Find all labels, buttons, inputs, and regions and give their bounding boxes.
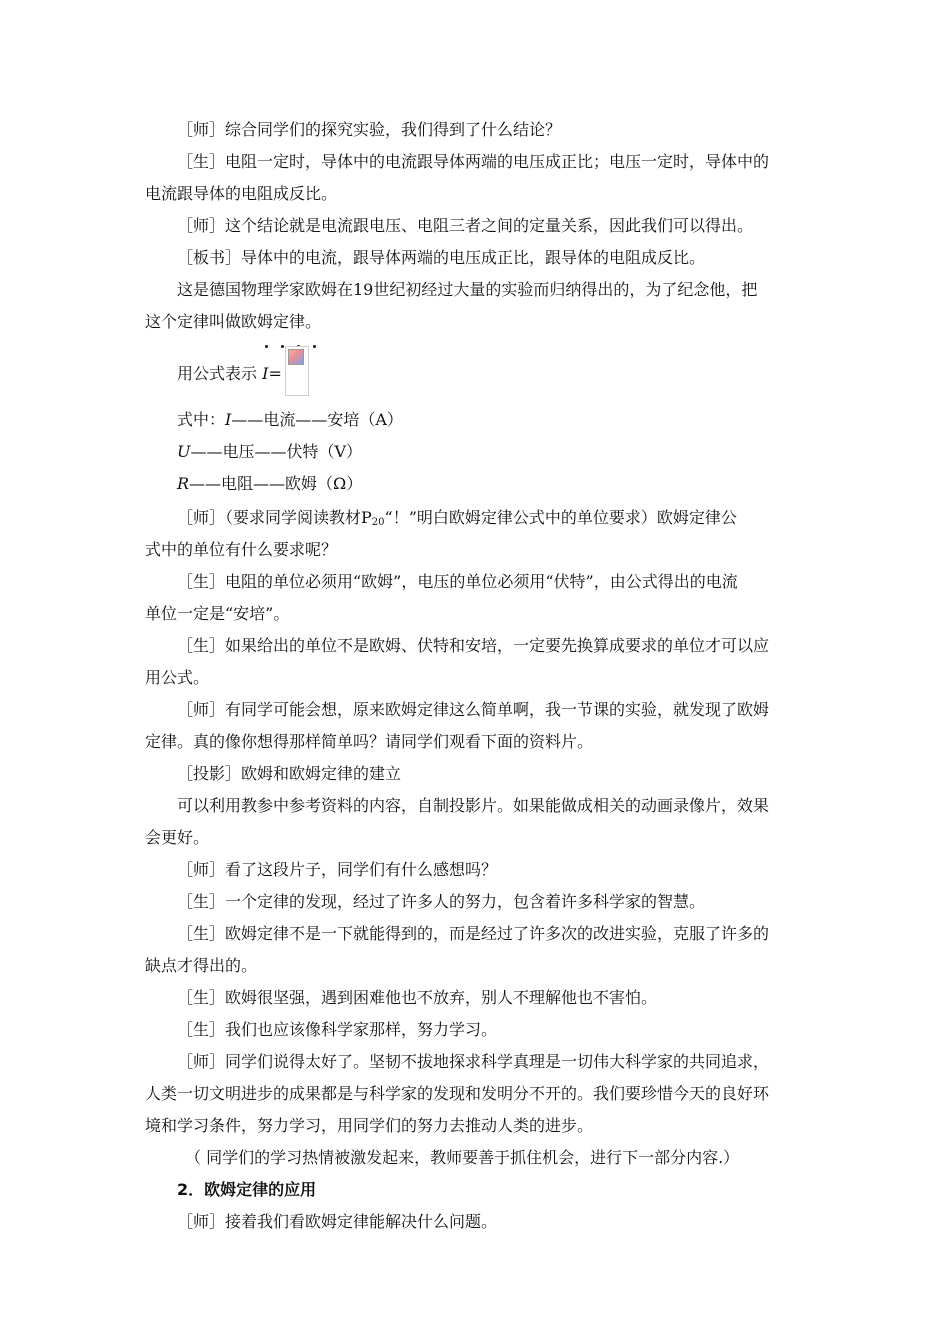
paragraph-teacher-relation: ［师］这个结论就是电流跟电压、电阻三者之间的定量关系，因此我们可以得出。 <box>177 216 754 235</box>
definition-voltage-var: U <box>177 442 191 461</box>
formula-image-icon <box>285 346 309 396</box>
units-text-a: ［师］（要求同学阅读教材P <box>177 508 372 527</box>
formula-equals: = <box>268 364 282 383</box>
units-text-b: “！”明白欧姆定律公式中的单位要求）欧姆定律公 <box>384 508 737 527</box>
definition-voltage <box>177 436 837 468</box>
paragraph-ohm-history-line2: 这个定律叫做欧姆定律。 <box>145 312 322 331</box>
paragraph-teacher-praise-line1: ［师］同学们说得太好了。坚韧不拔地探求科学真理是一切伟大科学家的共同追求， <box>177 1052 770 1071</box>
paragraph-teacher-simple-line2: 定律。真的像你想得那样简单吗？请同学们观看下面的资料片。 <box>145 732 594 751</box>
paragraph-teacher-praise-line3: 境和学习条件，努力学习，用同学们的努力去推动人类的进步。 <box>145 1116 594 1135</box>
paragraph-student-discovery: ［生］一个定律的发现，经过了许多人的努力，包含着许多科学家的智慧。 <box>177 892 706 911</box>
definition-resistance <box>177 468 837 500</box>
definition-current <box>177 404 837 436</box>
paragraph-teacher-thoughts: ［师］看了这段片子，同学们有什么感想吗？ <box>177 860 498 879</box>
paragraph-teacher-simple-line1: ［师］有同学可能会想，原来欧姆定律这么简单啊，我一节课的实验，就发现了欧姆 <box>177 700 770 719</box>
paragraph-student-learn: ［生］我们也应该像科学家那样，努力学习。 <box>177 1020 498 1039</box>
definition-resistance-text: ——电阻——欧姆（Ω） <box>189 474 363 493</box>
paragraph-teacher-units-line2: 式中的单位有什么要求呢？ <box>145 540 338 559</box>
definition-resistance-var: R <box>177 474 190 493</box>
paragraph-student-experiments-line1: ［生］欧姆定律不是一下就能得到的，而是经过了许多次的改进实验，克服了许多的 <box>177 924 770 943</box>
paragraph-note: （ 同学们的学习热情被激发起来，教师要善于抓住机会，进行下一部分内容.） <box>185 1148 740 1167</box>
formula-variable: I <box>262 364 269 383</box>
formula-line <box>177 358 837 390</box>
paragraph-slides-line2: 会更好。 <box>145 828 210 847</box>
paragraph-student-units-line2: 单位一定是“安培”。 <box>145 604 290 623</box>
paragraph-teacher-next: ［师］接着我们看欧姆定律能解决什么问题。 <box>177 1212 498 1231</box>
paragraph-slides-line1: 可以利用教参中参考资料的内容，自制投影片。如果能做成相关的动画录像片，效果 <box>177 796 770 815</box>
paragraph-board-writing: ［板书］导体中的电流，跟导体两端的电压成正比，跟导体的电阻成反比。 <box>177 248 706 267</box>
paragraph-student-experiments-line2: 缺点才得出的。 <box>145 956 258 975</box>
paragraph-student-ohm-strong: ［生］欧姆很坚强，遇到困难他也不放弃，别人不理解他也不害怕。 <box>177 988 658 1007</box>
definition-current-var: I <box>225 410 232 429</box>
definition-current-text: ——电流——安培（A） <box>231 410 403 429</box>
paragraph-teacher-praise-line2: 人类一切文明进步的成果都是与科学家的发现和发明分不开的。我们要珍惜今天的良好环 <box>145 1084 770 1103</box>
paragraph-student-conclusion-line1: ［生］电阻一定时，导体中的电流跟导体两端的电压成正比；电压一定时，导体中的 <box>177 152 770 171</box>
paragraph-student-conclusion-line2: 电流跟导体的电阻成反比。 <box>145 184 338 203</box>
definition-voltage-text: ——电压——伏特（V） <box>190 442 363 461</box>
units-page-subscript: 20 <box>371 517 385 528</box>
paragraph-student-convert-line1: ［生］如果给出的单位不是欧姆、伏特和安培，一定要先换算成要求的单位才可以应 <box>177 636 770 655</box>
formula-label: 用公式表示 <box>177 364 258 383</box>
broken-image-icon <box>288 349 304 365</box>
paragraph-student-units-line1: ［生］电阻的单位必须用“欧姆”，电压的单位必须用“伏特”，由公式得出的电流 <box>177 572 738 591</box>
paragraph-student-convert-line2: 用公式。 <box>145 668 210 687</box>
definition-prefix: 式中： <box>177 410 226 429</box>
paragraph-projection: ［投影］欧姆和欧姆定律的建立 <box>177 764 402 783</box>
paragraph-ohm-history-line1: 这是德国物理学家欧姆在19世纪初经过大量的实验而归纳得出的，为了纪念他，把 <box>177 280 758 299</box>
paragraph-teacher-question: ［师］综合同学们的探究实验，我们得到了什么结论？ <box>177 120 562 139</box>
section-heading: 2．欧姆定律的应用 <box>177 1180 317 1199</box>
